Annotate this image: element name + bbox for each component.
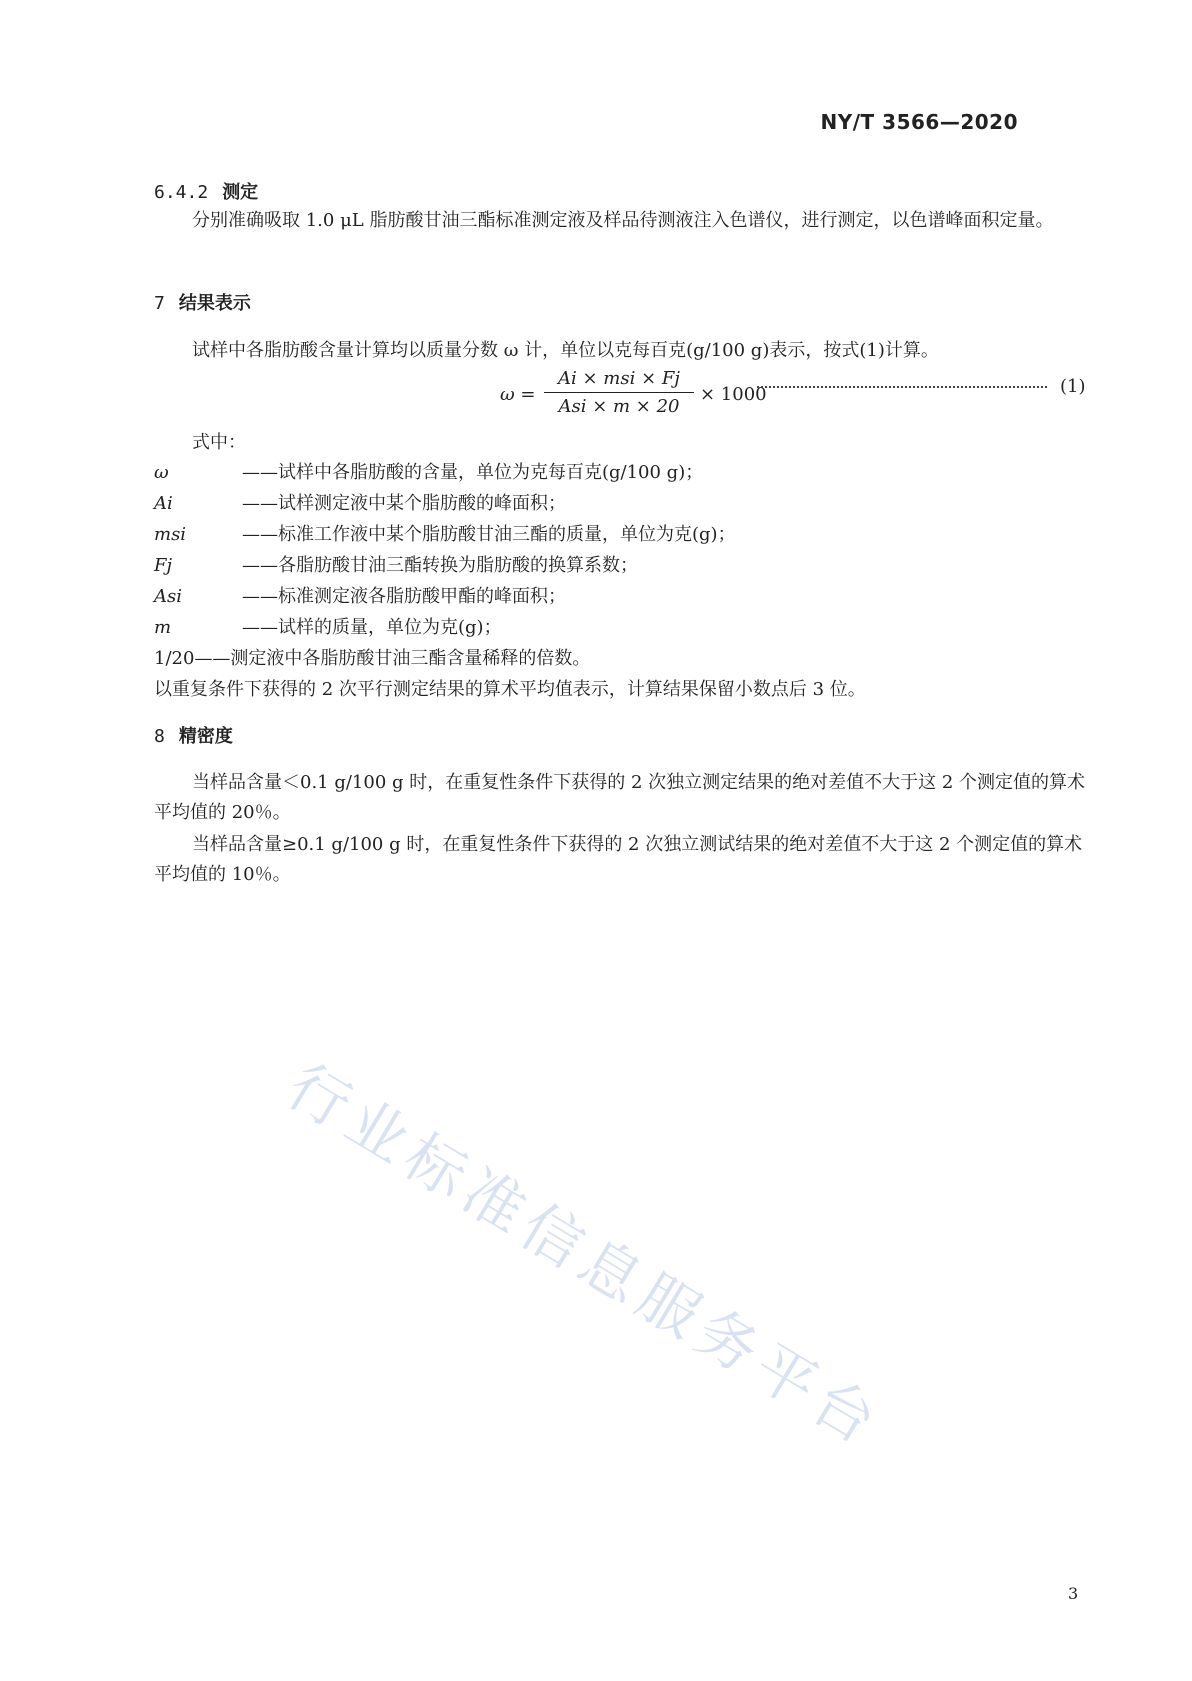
section-7-conclusion: 以重复条件下获得的 2 次平行测定结果的算术平均值表示，计算结果保留小数点后 3 位。 [154,679,866,700]
section-8-para-2: 当样品含量≥0.1 g/100 g 时，在重复性条件下获得的 2 次独立测试结果的绝对差值不大于这 2 个测定值的算术平均值的 10％。 [154,834,1083,885]
where-label: 式中： [192,432,246,453]
variable-row [154,551,638,577]
section-title: 测定 [222,182,259,203]
formula-rhs: × 1000 [700,384,767,405]
section-8-heading [154,722,233,748]
watermark: 行业标准信息服务平台 [275,1051,895,1462]
formula-fraction [544,366,694,419]
section-title: 结果表示 [178,293,251,314]
standard-number: NY/T 3566—2020 [820,110,1018,134]
formula-numerator: Ai × msi × Fj [544,366,694,393]
variable-symbol: Asi [154,586,182,607]
variable-desc: ——试样的质量，单位为克(g)； [242,617,502,638]
variable-symbol: ω [154,462,169,483]
variable-desc: ——测定液中各脂肪酸甘油三酯含量稀释的倍数。 [194,648,591,669]
variable-row [154,520,736,546]
variable-desc: ——试样测定液中某个脂肪酸的峰面积； [242,493,566,514]
variable-row [154,582,566,608]
variable-symbol: m [154,617,172,638]
variable-row [154,613,502,639]
variable-desc: ——各脂肪酸甘油三酯转换为脂肪酸的换算系数； [242,555,638,576]
variable-row [154,644,590,670]
formula-lhs: ω = [500,384,536,405]
variable-desc: ——试样中各脂肪酸的含量，单位为克每百克(g/100 g)； [242,462,704,483]
section-title: 精密度 [178,726,233,747]
variable-symbol: msi [154,524,187,545]
formula-denominator: Asi × m × 20 [558,396,680,417]
variable-symbol: Fj [154,555,173,576]
section-6-4-2-heading [154,178,258,204]
section-7-heading [154,289,251,315]
section-number: 8 [154,726,165,747]
page-number: 3 [1068,1584,1079,1603]
section-8-para-1: 当样品含量＜0.1 g/100 g 时，在重复性条件下获得的 2 次独立测定结果的绝对差值不大于这 2 个测定值的算术平均值的 20％。 [154,772,1086,823]
variable-row [154,458,703,484]
section-6-4-2-text: 分别准确吸取 1.0 μL 脂肪酸甘油三酯标准测定液及样品待测液注入色谱仪，进行测定，以色谱峰面积定量。 [192,210,1054,231]
variable-desc: ——标准工作液中某个脂肪酸甘油三酯的质量，单位为克(g)； [242,524,736,545]
variable-row [154,489,566,515]
variable-symbol: Ai [154,493,173,514]
variable-desc: ——标准测定液各脂肪酸甲酯的峰面积； [242,586,566,607]
section-number: 7 [154,293,165,314]
variable-symbol: 1/20 [154,648,195,669]
section-number: 6.4.2 [154,182,209,203]
formula-number: (1) [1060,376,1086,397]
section-7-intro: 试样中各脂肪酸含量计算均以质量分数 ω 计，单位以克每百克(g/100 g)表示，按式(1)计算。 [192,340,939,361]
formula-leader-dots [757,384,1047,388]
